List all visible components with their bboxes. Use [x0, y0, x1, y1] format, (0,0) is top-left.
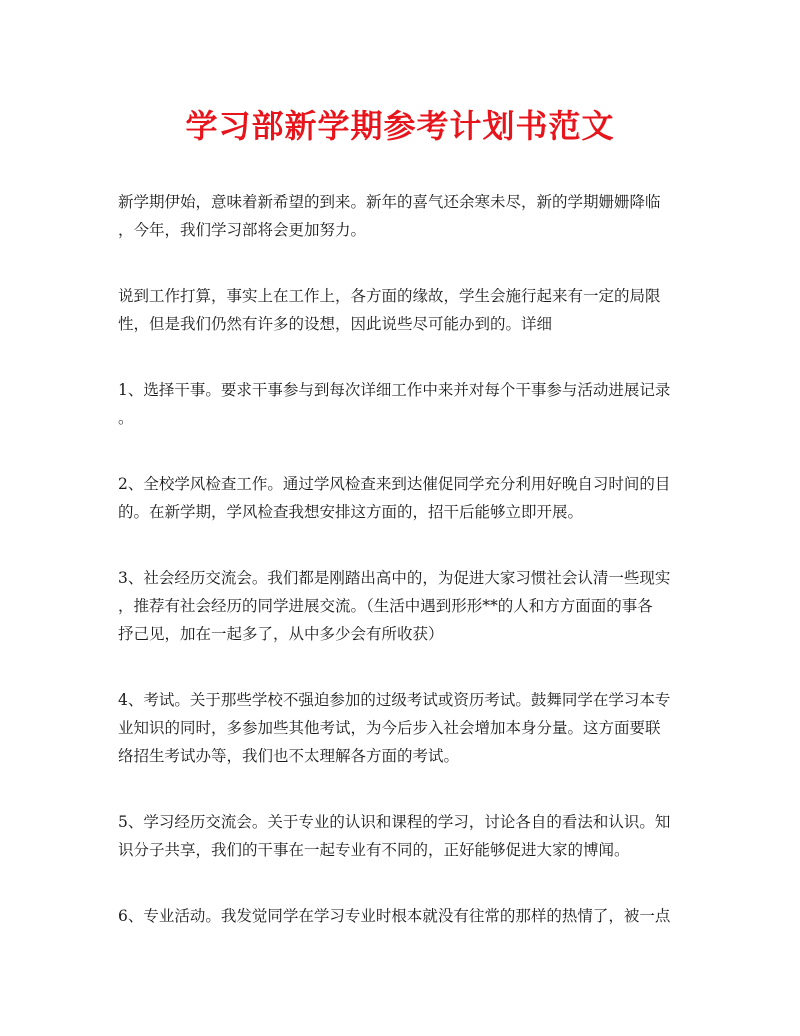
paragraph-line: ，今年，我们学习部将会更加努力。 [118, 221, 367, 239]
paragraph-line: 。 [118, 409, 134, 427]
paragraph-line: 6、专业活动。我发觉同学在学习专业时根本就没有往常的那样的热情了，被一点 [118, 907, 671, 925]
paragraph-item-4 [118, 686, 684, 770]
paragraph-item-1 [118, 376, 684, 432]
paragraph-line: 3、社会经历交流会。我们都是刚踏出高中的，为促进大家习惯社会认清一些现实 [118, 569, 671, 587]
paragraph-line: 1、选择干事。要求干事参与到每次详细工作中来并对每个干事参与活动进展记录 [118, 381, 671, 399]
paragraph-plan-overview [118, 282, 684, 338]
document-title: 学习部新学期参考计划书范文 [185, 107, 615, 145]
document-body [118, 188, 684, 968]
paragraph-line: ，推荐有社会经历的同学进展交流。（生活中遇到形形**的人和方方面面的事各 [118, 597, 653, 615]
paragraph-item-6 [118, 902, 684, 930]
paragraph-line: 4、考试。关于那些学校不强迫参加的过级考试或资历考试。鼓舞同学在学习本专 [118, 691, 671, 709]
paragraph-line: 的。在新学期，学风检查我想安排这方面的，招干后能够立即开展。 [118, 503, 584, 521]
paragraph-line: 2、全校学风检查工作。通过学风检查来到达催促同学充分利用好晚自习时间的目 [118, 475, 671, 493]
paragraph-line: 新学期伊始，意味着新希望的到来。新年的喜气还余寒未尽，新的学期姗姗降临 [118, 193, 661, 211]
paragraph-item-3 [118, 564, 684, 648]
paragraph-item-2 [118, 470, 684, 526]
paragraph-intro [118, 188, 684, 244]
paragraph-line: 络招生考试办等，我们也不太理解各方面的考试。 [118, 747, 460, 765]
paragraph-line: 抒己见，加在一起多了，从中多少会有所收获） [118, 625, 444, 643]
paragraph-item-5 [118, 808, 684, 864]
paragraph-line: 业知识的同时，多参加些其他考试，为今后步入社会增加本身分量。这方面要联 [118, 719, 661, 737]
paragraph-line: 识分子共享，我们的干事在一起专业有不同的，正好能够促进大家的博闻。 [118, 841, 630, 859]
paragraph-line: 性，但是我们仍然有许多的设想，因此说些尽可能办到的。详细 [118, 315, 553, 333]
paragraph-line: 说到工作打算，事实上在工作上，各方面的缘故，学生会施行起来有一定的局限 [118, 287, 661, 305]
paragraph-line: 5、学习经历交流会。关于专业的认识和课程的学习，讨论各自的看法和认识。知 [118, 813, 671, 831]
